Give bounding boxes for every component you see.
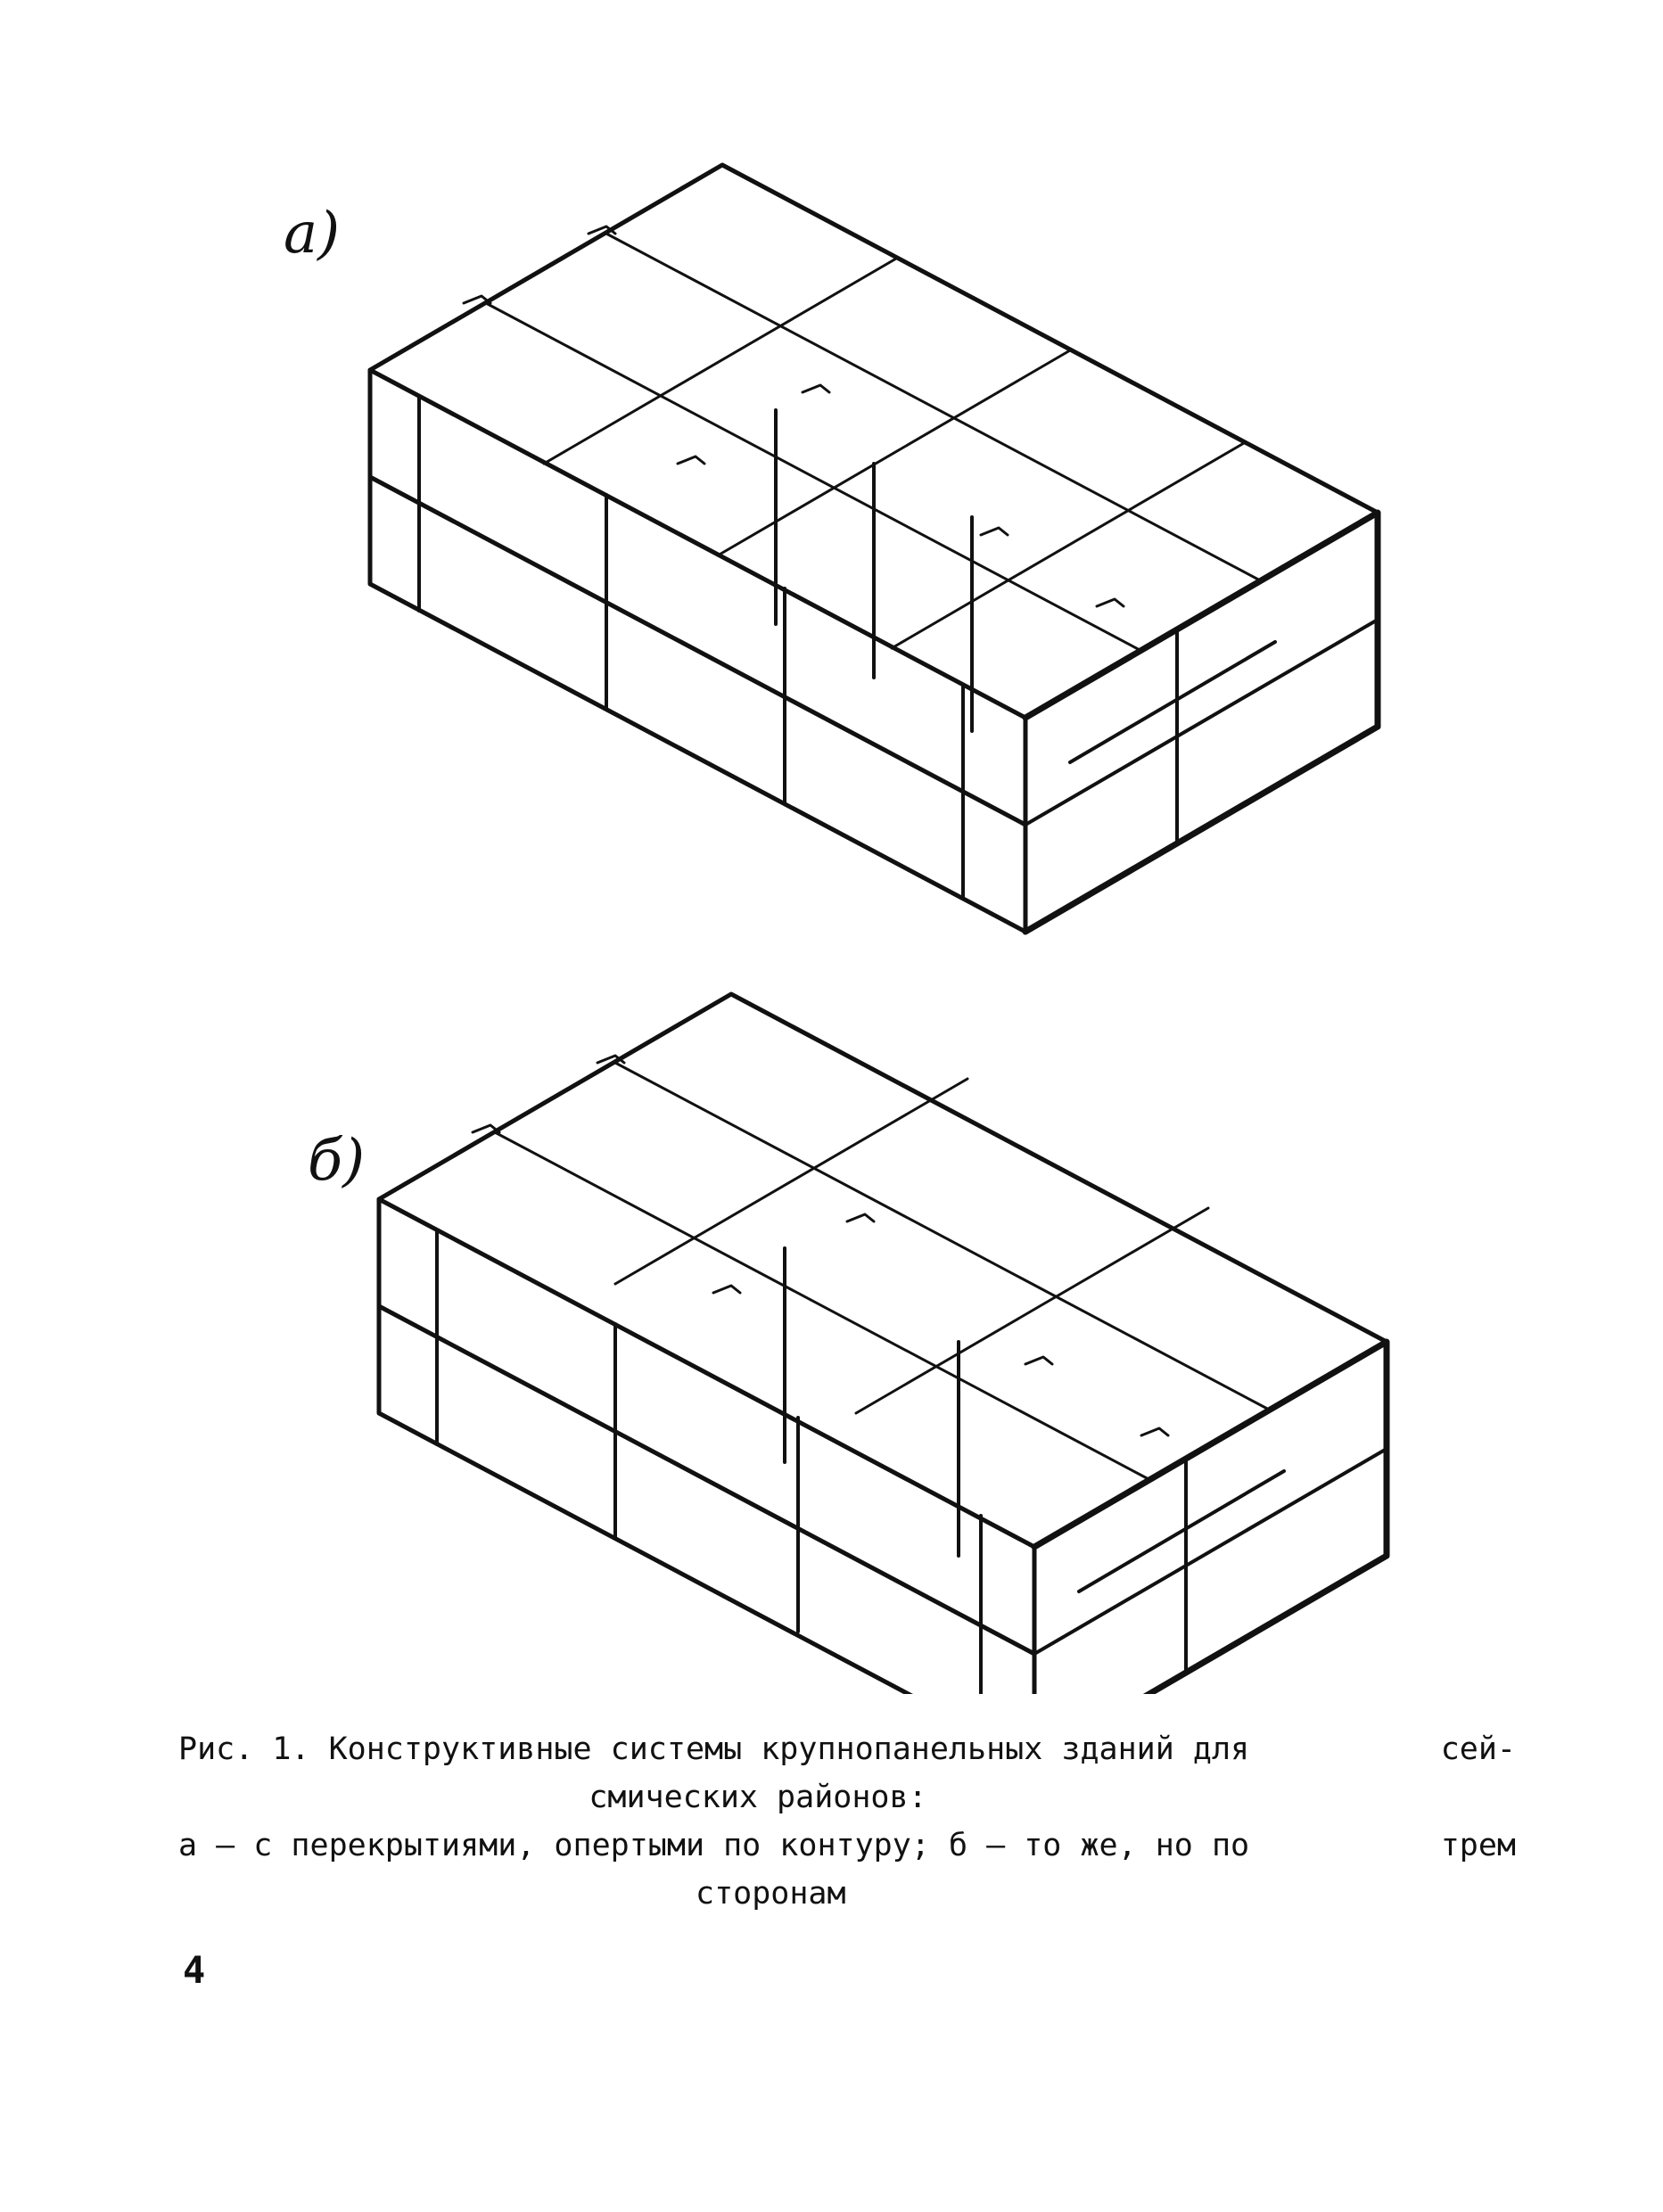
- figure-label-a: а): [284, 201, 341, 267]
- caption-line-1-end: сей-: [1440, 1731, 1516, 1767]
- caption-line-1: [178, 1725, 1516, 1773]
- caption-line-2: смических районов:: [589, 1780, 927, 1815]
- caption-line-3: [178, 1821, 1516, 1870]
- caption-line-1-text: Рис. 1. Конструктивные системы крупнопанельных зданий для: [178, 1731, 1250, 1767]
- caption-line-3-end: трем: [1440, 1828, 1516, 1863]
- caption-line-4: сторонам: [696, 1876, 846, 1912]
- figure-caption: [178, 1725, 1516, 1918]
- building-drawing-b: [379, 994, 1387, 1694]
- figure-label-b: б): [308, 1128, 366, 1194]
- caption-line-3-text: а – с перекрытиями, опертыми по контуру; б – то же, но по: [178, 1828, 1250, 1863]
- page-number: 4: [183, 1948, 206, 1992]
- building-drawing-a: [370, 165, 1378, 932]
